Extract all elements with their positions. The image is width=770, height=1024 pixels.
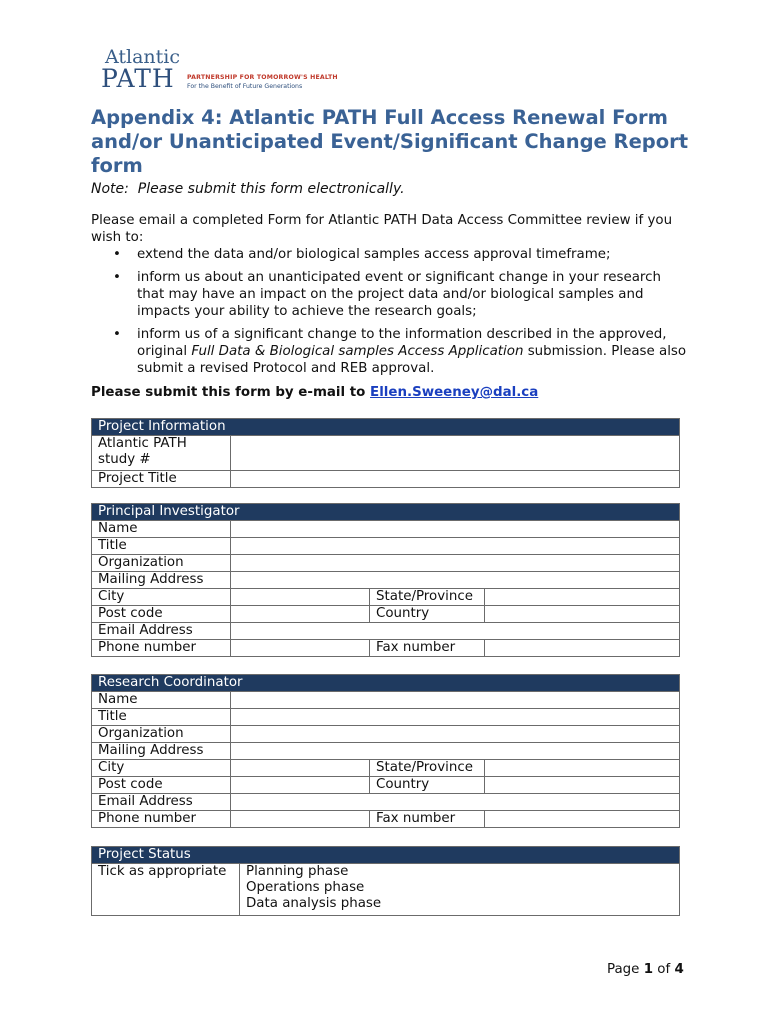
rc-email-label: Email Address <box>92 794 231 811</box>
rc-state-label: State/Province <box>370 760 485 777</box>
rc-email-field[interactable] <box>231 794 680 811</box>
pi-organization-field[interactable] <box>231 555 680 572</box>
project-title-field[interactable] <box>231 471 680 488</box>
research-coordinator-header: Research Coordinator <box>92 675 680 692</box>
project-status-header: Project Status <box>92 847 680 864</box>
rc-phone-field[interactable] <box>231 811 370 828</box>
of-label: of <box>657 962 671 977</box>
rc-mailing-field[interactable] <box>231 743 680 760</box>
reason-item-2: • inform us about an unanticipated event or significant change in your research that may have an impact on the project data and/or biological samples and impacts your ability to achieve the research goals; <box>91 269 691 320</box>
pi-name-field[interactable] <box>231 521 680 538</box>
page-number: 1 <box>643 962 654 977</box>
status-option-planning[interactable]: Planning phase <box>246 864 349 879</box>
project-status-table <box>91 846 680 916</box>
rc-country-label: Country <box>370 777 485 794</box>
rc-country-field[interactable] <box>485 777 680 794</box>
pi-mailing-field[interactable] <box>231 572 680 589</box>
note-label: Note: <box>91 181 129 197</box>
rc-postcode-field[interactable] <box>231 777 370 794</box>
logo-line2: PATH <box>101 64 175 93</box>
reason-item-3-em: Full Data & Biological samples Access Application <box>191 344 524 359</box>
logo-line1: Atlantic <box>105 46 181 68</box>
rc-postcode-label: Post code <box>92 777 231 794</box>
reason-item-3-post: submission. Please also submit a revised Protocol and REB approval. <box>137 344 687 376</box>
rc-fax-field[interactable] <box>485 811 680 828</box>
pi-postcode-label: Post code <box>92 606 231 623</box>
reason-item-3-pre: inform us of a significant change to the information described in the approved, original <box>137 327 667 359</box>
email-link[interactable]: Ellen.Sweeney@dal.ca <box>370 385 539 400</box>
project-information-header: Project Information <box>92 419 680 436</box>
pi-email-field[interactable] <box>231 623 680 640</box>
tick-label: Tick as appropriate <box>92 864 240 916</box>
note <box>91 181 405 197</box>
pi-organization-label: Organization <box>92 555 231 572</box>
study-number-field[interactable] <box>231 436 680 471</box>
pi-phone-label: Phone number <box>92 640 231 657</box>
reason-list <box>91 246 691 383</box>
principal-investigator-header: Principal Investigator <box>92 504 680 521</box>
pi-state-label: State/Province <box>370 589 485 606</box>
project-title-label: Project Title <box>92 471 231 488</box>
page-total: 4 <box>674 962 684 977</box>
page-title: Appendix 4: Atlantic PATH Full Access Renewal Form and/or Unanticipated Event/Significant Change Report form <box>91 106 689 177</box>
page-label: Page <box>607 962 640 977</box>
pi-country-label: Country <box>370 606 485 623</box>
pi-email-label: Email Address <box>92 623 231 640</box>
reason-item-1: • extend the data and/or biological samples access approval timeframe; <box>91 246 691 263</box>
pi-fax-label: Fax number <box>370 640 485 657</box>
rc-city-field[interactable] <box>231 760 370 777</box>
logo-tagline1: PARTNERSHIP FOR TOMORROW'S HEALTH <box>187 74 338 81</box>
rc-city-label: City <box>92 760 231 777</box>
rc-name-label: Name <box>92 692 231 709</box>
intro-text: Please email a completed Form for Atlantic PATH Data Access Committee review if you wish to: <box>91 213 673 245</box>
pi-city-label: City <box>92 589 231 606</box>
status-option-analysis[interactable]: Data analysis phase <box>246 896 382 911</box>
rc-title-label: Title <box>92 709 231 726</box>
rc-organization-label: Organization <box>92 726 231 743</box>
principal-investigator-table <box>91 503 680 657</box>
rc-name-field[interactable] <box>231 692 680 709</box>
study-number-label: Atlantic PATH study # <box>92 436 231 471</box>
pi-title-label: Title <box>92 538 231 555</box>
submit-instruction <box>91 385 538 400</box>
status-option-operations[interactable]: Operations phase <box>246 880 365 895</box>
pi-country-field[interactable] <box>485 606 680 623</box>
pi-mailing-label: Mailing Address <box>92 572 231 589</box>
submit-text: Please submit this form by e-mail to <box>91 385 371 400</box>
pi-phone-field[interactable] <box>231 640 370 657</box>
logo-tagline2: For the Benefit of Future Generations <box>187 83 303 90</box>
pi-title-field[interactable] <box>231 538 680 555</box>
pi-postcode-field[interactable] <box>231 606 370 623</box>
pi-state-field[interactable] <box>485 589 680 606</box>
atlantic-path-logo <box>101 44 338 94</box>
research-coordinator-table <box>91 674 680 828</box>
project-information-table <box>91 418 680 488</box>
page-footer <box>607 962 684 977</box>
pi-name-label: Name <box>92 521 231 538</box>
reason-item-3 <box>91 326 691 377</box>
pi-city-field[interactable] <box>231 589 370 606</box>
rc-mailing-label: Mailing Address <box>92 743 231 760</box>
rc-fax-label: Fax number <box>370 811 485 828</box>
note-text: Please submit this form electronically. <box>137 181 405 197</box>
rc-title-field[interactable] <box>231 709 680 726</box>
rc-organization-field[interactable] <box>231 726 680 743</box>
rc-phone-label: Phone number <box>92 811 231 828</box>
status-options <box>240 864 680 916</box>
rc-state-field[interactable] <box>485 760 680 777</box>
pi-fax-field[interactable] <box>485 640 680 657</box>
